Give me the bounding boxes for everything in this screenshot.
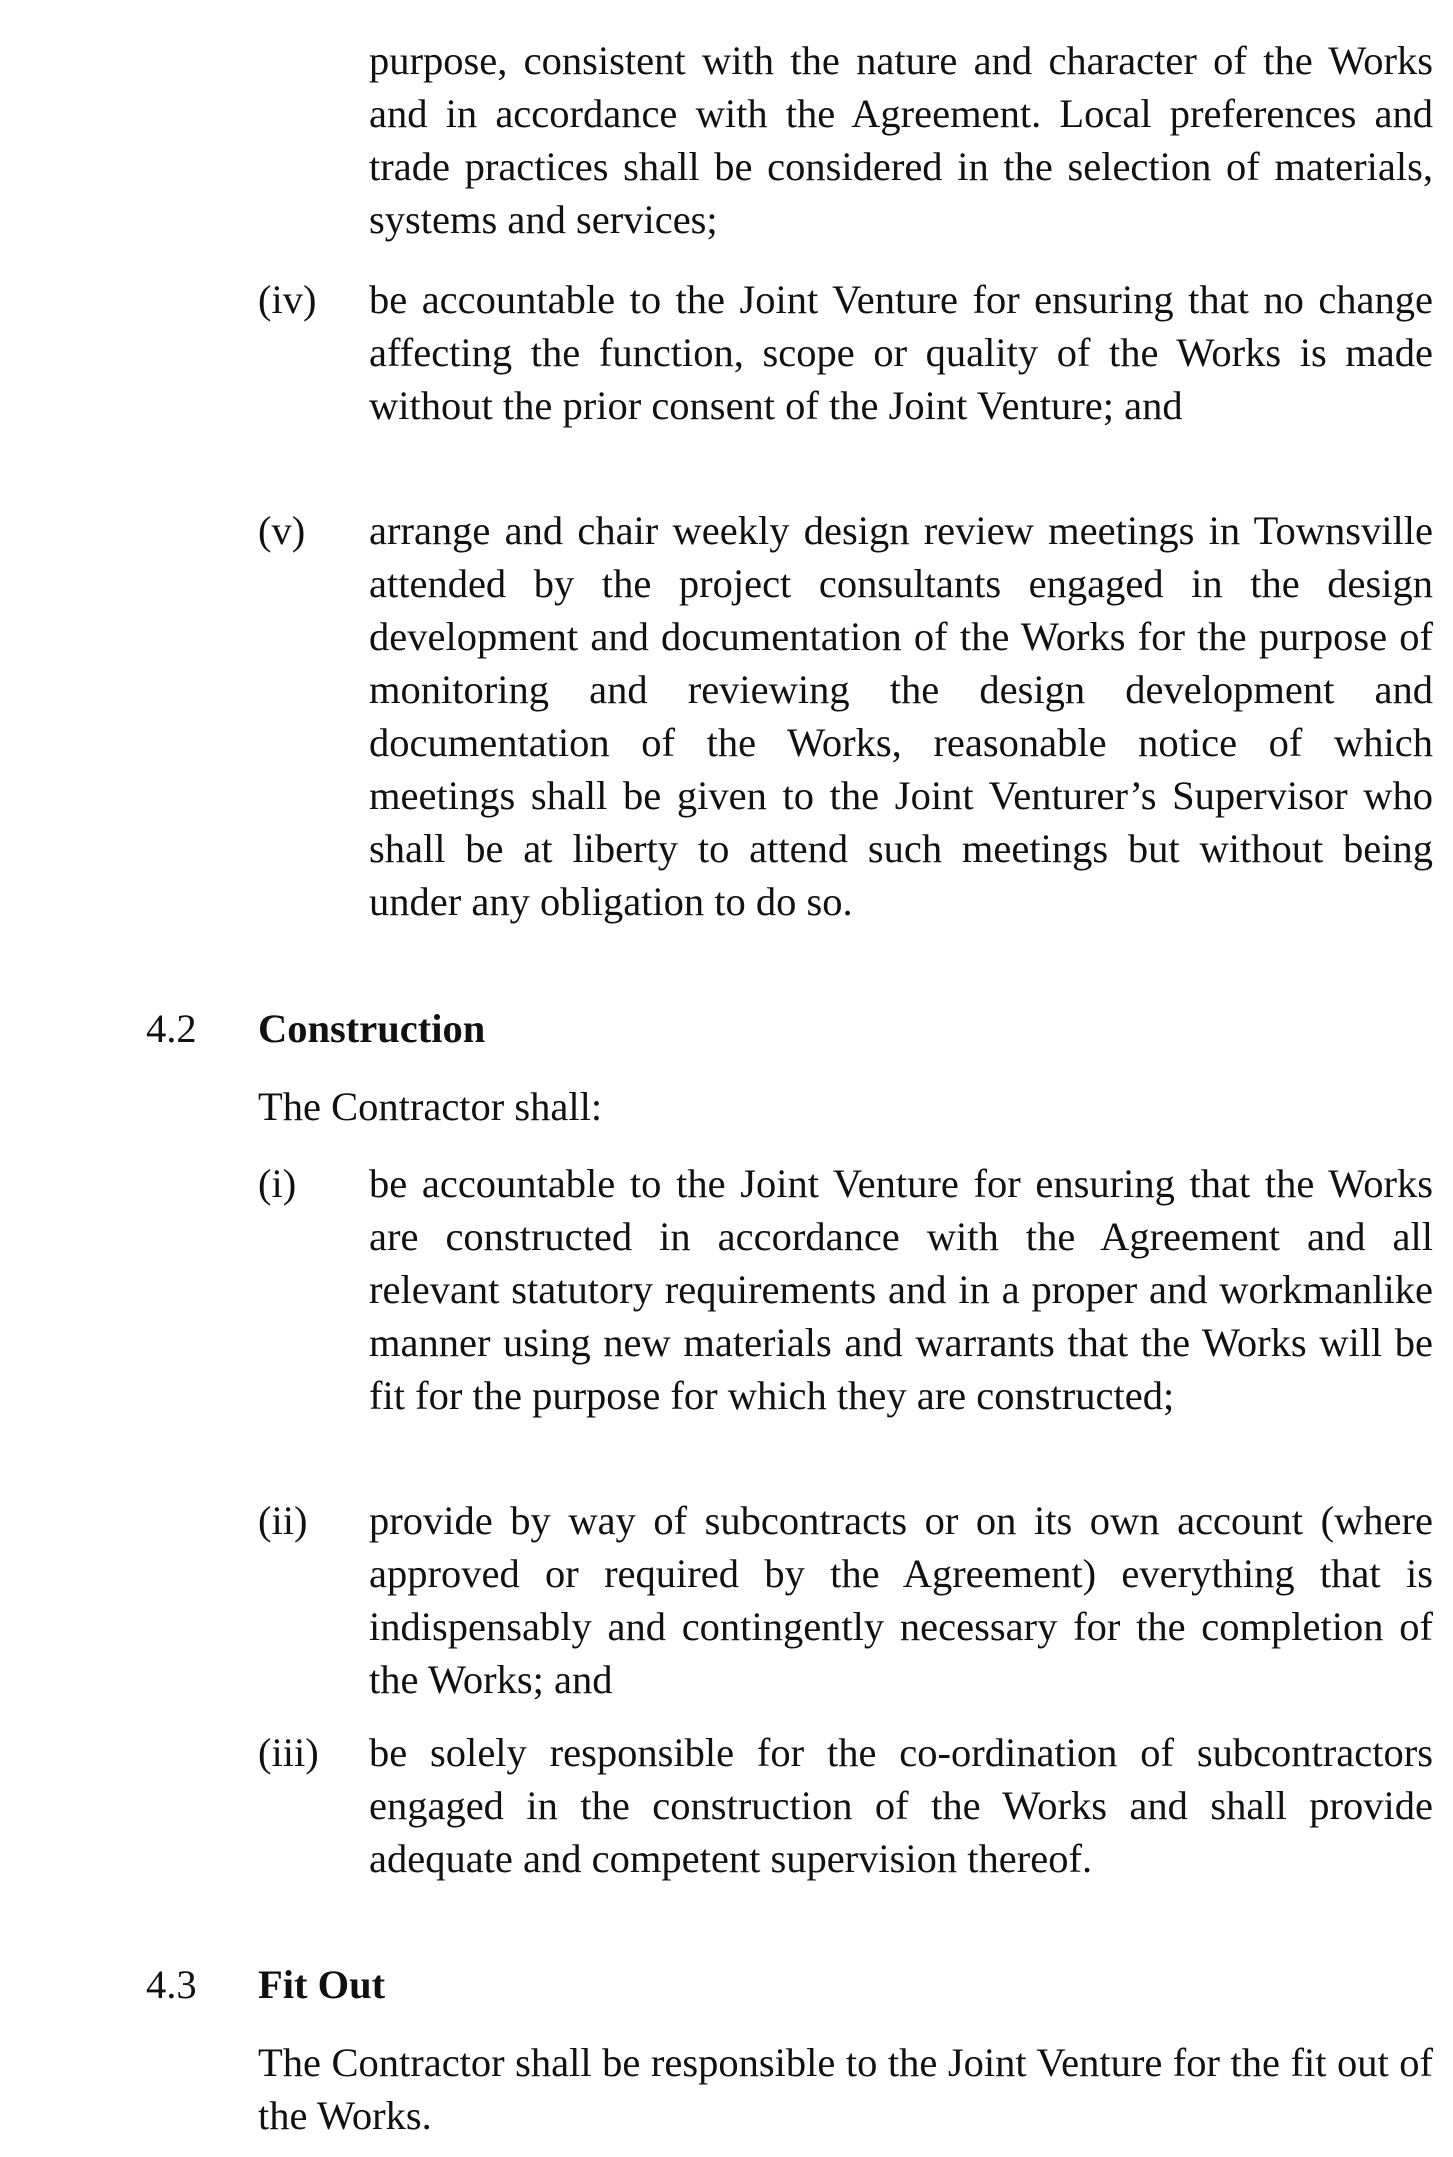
section-4-3-number: 4.3: [146, 1962, 197, 2007]
item-ii-text: provide by way of subcontracts or on its own account (where approved or required by the Agreement) everything that is indispensably and contingently necessary for the completion of the Works; and: [369, 1498, 1433, 1702]
item-iv-marker: (iv): [258, 277, 317, 322]
section-4-2-title: Construction: [258, 1006, 486, 1051]
item-iv-text: be accountable to the Joint Venture for ensuring that no change affecting the function, scope or quality of the Works is made without the prior consent of the Joint Venture; and: [369, 277, 1433, 428]
item-ii-marker: (ii): [258, 1498, 308, 1543]
item-iii-text: be solely responsible for the co-ordination of subcontractors engaged in the construction of the Works and shall provide adequate and competent supervision thereof.: [369, 1730, 1433, 1881]
item-v-text: arrange and chair weekly design review meetings in Townsville attended by the project consultants engaged in the design development and documentation of the Works for the purpose of monitoring and reviewing the design development and documentation of the Works, reasonable notice of which meetings shall be given to the Joint Venturer’s Supervisor who shall be at liberty to attend such meetings but without being under any obligation to do so.: [369, 508, 1433, 924]
section-4-2-intro: The Contractor shall:: [258, 1084, 603, 1129]
item-i-text: be accountable to the Joint Venture for ensuring that the Works are constructed in accordance with the Agreement and all relevant statutory requirements and in a proper and workmanlike manner using new materials and warrants that the Works will be fit for the purpose for which they are constructed;: [369, 1161, 1433, 1418]
section-4-2-number: 4.2: [146, 1006, 197, 1051]
item-iii-continuation: purpose, consistent with the nature and character of the Works and in accordance with the Agreement. Local preferences and trade practices shall be considered in the selection of materials, systems and services;: [369, 38, 1433, 242]
section-4-3-text: The Contractor shall be responsible to the Joint Venture for the fit out of the Works.: [258, 2040, 1433, 2138]
item-iii-marker: (iii): [258, 1730, 319, 1775]
section-4-3-title: Fit Out: [258, 1962, 386, 2007]
item-i-marker: (i): [258, 1161, 297, 1206]
item-v-marker: (v): [258, 508, 306, 553]
